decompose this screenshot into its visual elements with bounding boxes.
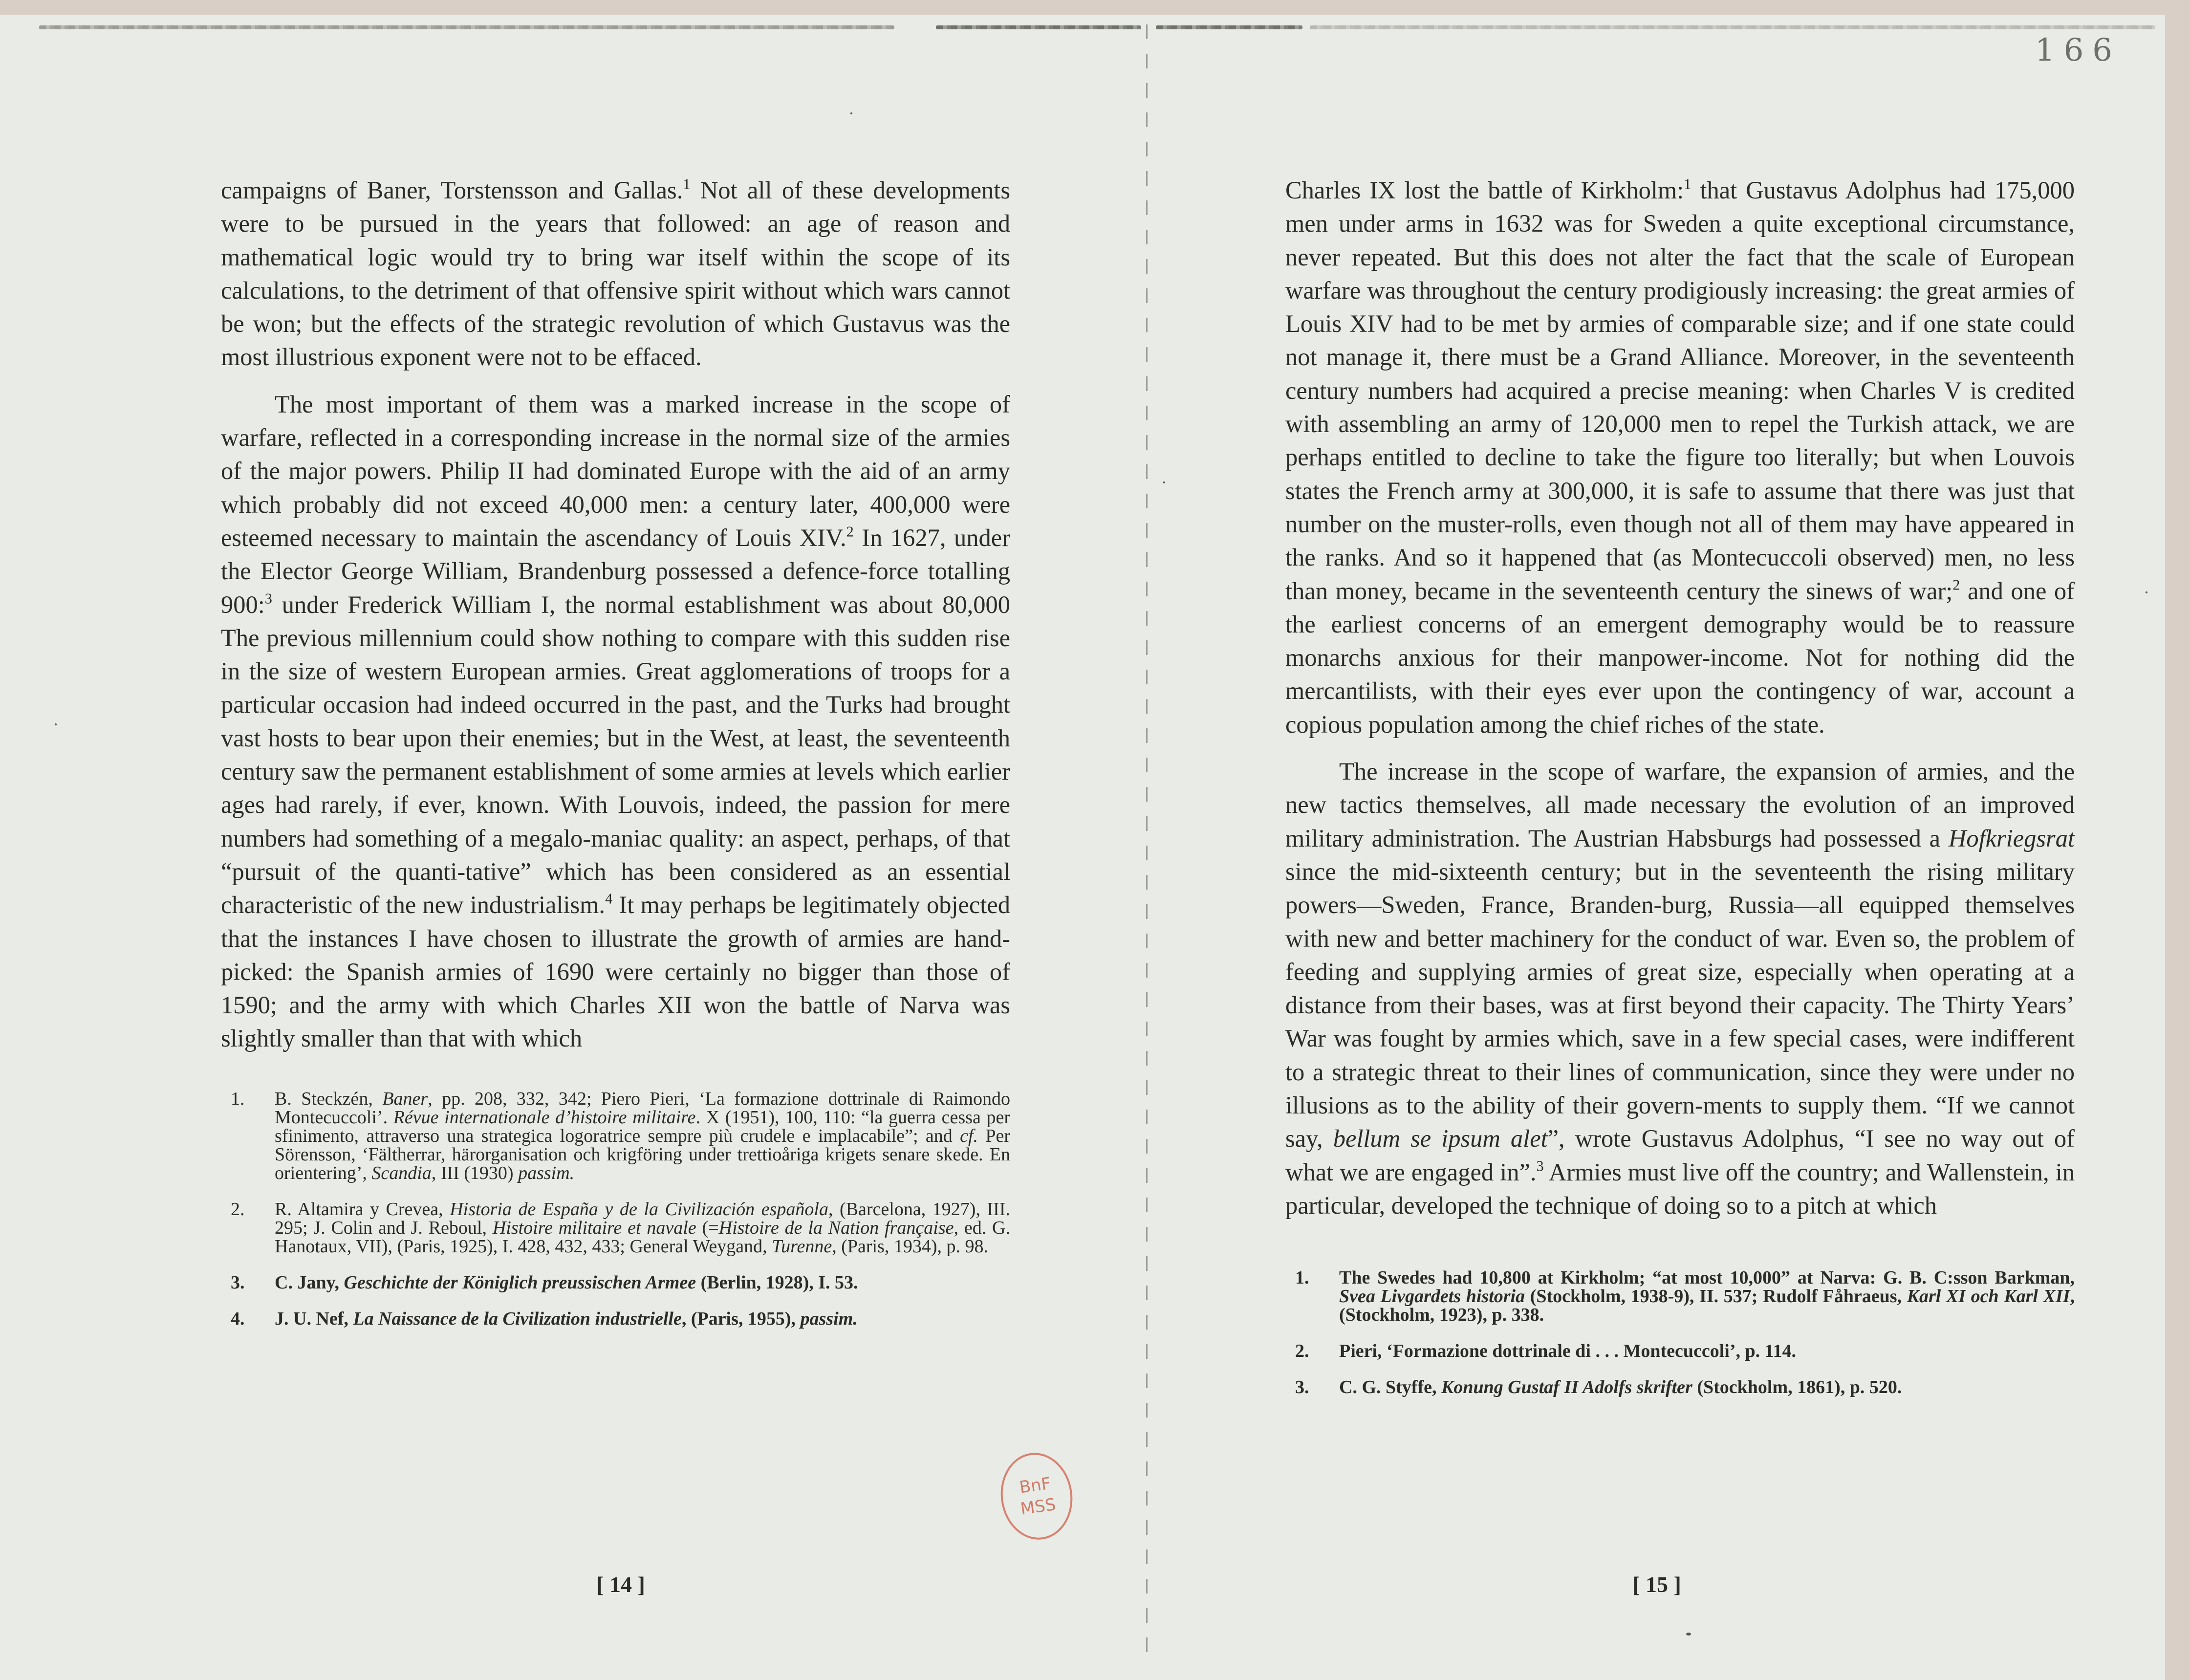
footnote-reference[interactable]: 1 [683,175,691,193]
left-page-footnotes [221,1090,1010,1328]
text-run: J. U. Nef, [275,1308,353,1329]
ink-speck [850,112,852,114]
italic-text: Histoire de la Nation française [718,1217,954,1238]
italic-text: Hofkriegsrat [1948,824,2075,852]
text-run: The most important of them was a marked increase in the scope of warfare, reflected in a corresponding increase in the normal size of the armies of the major powers. Philip II had dominated Europe with the aid of an army which probably did not exceed 40,000 men: a century later, 400,000 were esteemed necessary to maintain the ascendancy of Louis XIV. [221,390,1010,551]
right-page-footnotes [1285,1268,2075,1396]
footnote [231,1090,1010,1182]
text-run: In 1627, under the Elector George William, Brandenburg possessed a defence-force totalling 900: [221,524,1010,618]
gutter-fold-line [1146,24,1148,1667]
footnote-number: 2. [231,1199,245,1220]
footnote [1295,1268,2075,1324]
ink-speck [1163,481,1165,483]
footnote-number: 1. [231,1088,245,1109]
text-run: , (Barcelona, 1927), III. 295; J. Colin and J. Reboul, [275,1199,1010,1238]
italic-text: bellum se ipsum alet [1333,1125,1548,1153]
top-rule-right [1310,25,2155,29]
text-run: . X (1951), 100, 110: “la guerra cessa per sfinimento, attraverso una strategica logoratrice sempre più crudele e implacabile”; and [275,1107,1010,1146]
text-run: Not all of these developments were to be pursued in the years that followed: an age of reason and mathematical logic would try to bring war itself within the scope of its calculations, to the detriment of that offensive spirit without which wars cannot be won; but the effects of the strategic revolution of which Gustavus was the most illustrious exponent were not to be effaced. [221,176,1010,371]
body-paragraph [221,174,1010,374]
text-run: Per Sörensson, ‘Fältherrar, härorganisation och krigföring under trettioåriga krigets senare skede. En orientering’, [275,1125,1011,1183]
text-run: and one of the earliest concerns of an emergent demography would be to reassure monarchs anxious for their manpower-income. Not for nothing did the mercantilists, with their eyes ever upon the contingency of war, account a copious population among the chief riches of the state. [1285,577,2075,738]
text-run: (= [696,1217,719,1238]
text-run: The increase in the scope of warfare, the expansion of armies, and the new tactics themselves, all made necessary the evolution of an improved military administration. The Austrian Habsburgs had possessed a [1285,758,2075,852]
italic-text: Turenne [772,1236,832,1257]
italic-text: passim. [800,1308,858,1329]
text-run: C. G. Styffe, [1339,1377,1441,1398]
footnote-reference[interactable]: 3 [1536,1157,1544,1174]
text-run: under Frederick William I, the normal establishment was about 80,000 The previous millennium could show nothing to compare with this sudden rise in the size of western European armies. Great agglomerations of troops for a particular occasion had indeed occurred in the past, and the Turks had brought vast hosts to bear upon their enemies; but in the West, at least, the seventeenth century saw the permanent establishment of some armies at levels which earlier ages had rarely, if ever, known. With Louvois, indeed, the passion for mere numbers had something of a megalo-maniac quality: an aspect, perhaps, of that “pursuit of the quanti-tative” which has been considered as an essential characteristic of the new industrialism. [221,590,1010,919]
top-rule-center-right [1156,25,1302,29]
text-run: R. Altamira y Crevea, [275,1199,450,1220]
stamp-line-2: MSS [1019,1494,1057,1519]
text-run: ”, wrote Gustavus Adolphus, “I see no way out of what we are engaged in”. [1285,1125,2075,1186]
text-run: , III (1930) [431,1162,519,1183]
right-page [1285,174,2075,1414]
italic-text: Baner [382,1088,428,1109]
footnote [231,1273,1010,1292]
left-page-body [221,174,1010,1055]
text-run: B. Steckzén, [275,1088,383,1109]
italic-text: La Naissance de la Civilization industrielle [353,1308,682,1329]
top-rule-left [39,25,894,29]
text-run: Armies must live off the country; and Wallenstein, in particular, developed the technique of doing so to a pitch at which [1285,1158,2075,1219]
text-run: , pp. 208, 332, 342; Piero Pieri, ‘La formazione dottrinale di Raimondo Montecuccoli’. [275,1088,1010,1128]
italic-text: Geschichte der Königlich preussischen Armee [344,1272,696,1293]
archive-folio-number: 166 [2035,32,2121,68]
footnote-number: 4. [231,1308,245,1329]
body-paragraph [221,388,1010,1055]
body-paragraph [1285,174,2075,741]
footnote-reference[interactable]: 1 [1684,175,1691,193]
footnote-number: 1. [1295,1267,1309,1288]
text-run: The Swedes had 10,800 at Kirkholm; “at most 10,000” at Narva: G. B. C:sson Barkman, [1339,1267,2075,1288]
ink-speck [55,723,57,725]
footnote [231,1200,1010,1256]
italic-text: Scandia [371,1162,432,1183]
text-run: (Berlin, 1928), I. 53. [696,1272,858,1293]
scanned-book-spread [0,15,2165,1680]
text-run: It may perhaps be legitimately objected that the instances I have chosen to illustrate the growth of armies are hand-picked: the Spanish armies of 1690 were certainly no bigger than those of 1590; and the army with which Charles XII won the battle of Narva was slightly smaller than that with which [221,891,1010,1052]
footnote [1295,1342,2075,1360]
ink-speck [2146,591,2147,593]
footnote [1295,1378,2075,1396]
text-run: since the mid-sixteenth century; but in the seventeenth the rising military powers—Sweden, France, Branden-burg, Russia—all equipped themselves with new and better machinery for the conduct of war. Even so, the problem of feeding and supplying armies of great size, especially when operating at a distance from their bases, was at first beyond their capacity. The Thirty Years’ War was fought by armies which, save in a few special cases, were indifferent to a strategic threat to their lines of communication, since they were under no illusions as to the ability of their govern-ments to supply them. “If we cannot say, [1285,857,2075,1153]
text-run: Pieri, ‘Formazione dottrinale di . . . Montecuccoli’, p. 114. [1339,1341,1797,1362]
bnf-mss-library-stamp [995,1448,1078,1545]
text-run: (Stockholm, 1861), p. 520. [1692,1377,1902,1398]
ink-speck [1686,1633,1691,1636]
footnote-number: 2. [1295,1341,1309,1362]
right-page-number: [ 15 ] [1632,1572,1681,1597]
italic-text: Konung Gustaf II Adolfs skrifter [1441,1377,1692,1398]
footnote-reference[interactable]: 4 [605,890,613,907]
left-page-number: [ 14 ] [596,1572,645,1597]
text-run: C. Jany, [275,1272,344,1293]
text-run: , (Stockholm, 1923), p. 338. [1339,1286,2075,1326]
text-run: that Gustavus Adolphus had 175,000 men under arms in 1632 was for Sweden a quite exceptional circumstance, never repeated. But this does not alter the fact that the scale of European warfare was throughout the century prodigiously increasing: the great armies of Louis XIV had to be met by armies of comparable size; and if one state could not manage it, there must be a Grand Alliance. Moreover, in the seventeenth century numbers had acquired a precise meaning: when Charles V is credited with assembling an army of 120,000 men to repel the Turkish attack, we are perhaps entitled to decline to take the figure too literally; but when Louvois states the French army at 300,000, it is safe to assume that there was just that number on the muster-rolls, even though not all of them may have appeared in the ranks. And so it happened that (as Montecuccoli observed) men, no less than money, became in the seventeenth century the sinews of war; [1285,176,2075,605]
text-run: (Stockholm, 1938-9), II. 537; Rudolf Fåhraeus, [1525,1286,1907,1307]
italic-text: Révue internationale d’histoire militaire [393,1107,696,1128]
body-paragraph [1285,755,2075,1222]
top-rule-center-left [936,25,1141,29]
italic-text: Histoire militaire et navale [492,1217,696,1238]
text-run: , (Paris, 1955), [681,1308,801,1329]
footnote-reference[interactable]: 2 [846,523,854,540]
italic-text: passim. [518,1162,575,1183]
footnote-number: 3. [1295,1377,1309,1398]
text-run: Charles IX lost the battle of Kirkholm: [1285,176,1684,204]
italic-text: Historia de España y de la Civilización española [450,1199,828,1220]
italic-text: cf. [960,1125,978,1146]
footnote-reference[interactable]: 3 [264,589,272,607]
left-page [221,174,1010,1346]
right-page-body [1285,174,2075,1222]
italic-text: Karl XI och Karl XII [1907,1286,2070,1307]
text-run: campaigns of Baner, Torstensson and Gallas. [221,176,683,204]
footnote [231,1309,1010,1328]
stamp-line-1: BnF [1018,1473,1052,1498]
text-run: , ed. G. Hanotaux, VII), (Paris, 1925), I. 428, 432, 433; General Weygand, [275,1217,1010,1257]
text-run: , (Paris, 1934), p. 98. [832,1236,989,1257]
footnote-reference[interactable]: 2 [1952,576,1960,593]
italic-text: Svea Livgardets historia [1339,1286,1525,1307]
footnote-number: 3. [231,1272,245,1293]
